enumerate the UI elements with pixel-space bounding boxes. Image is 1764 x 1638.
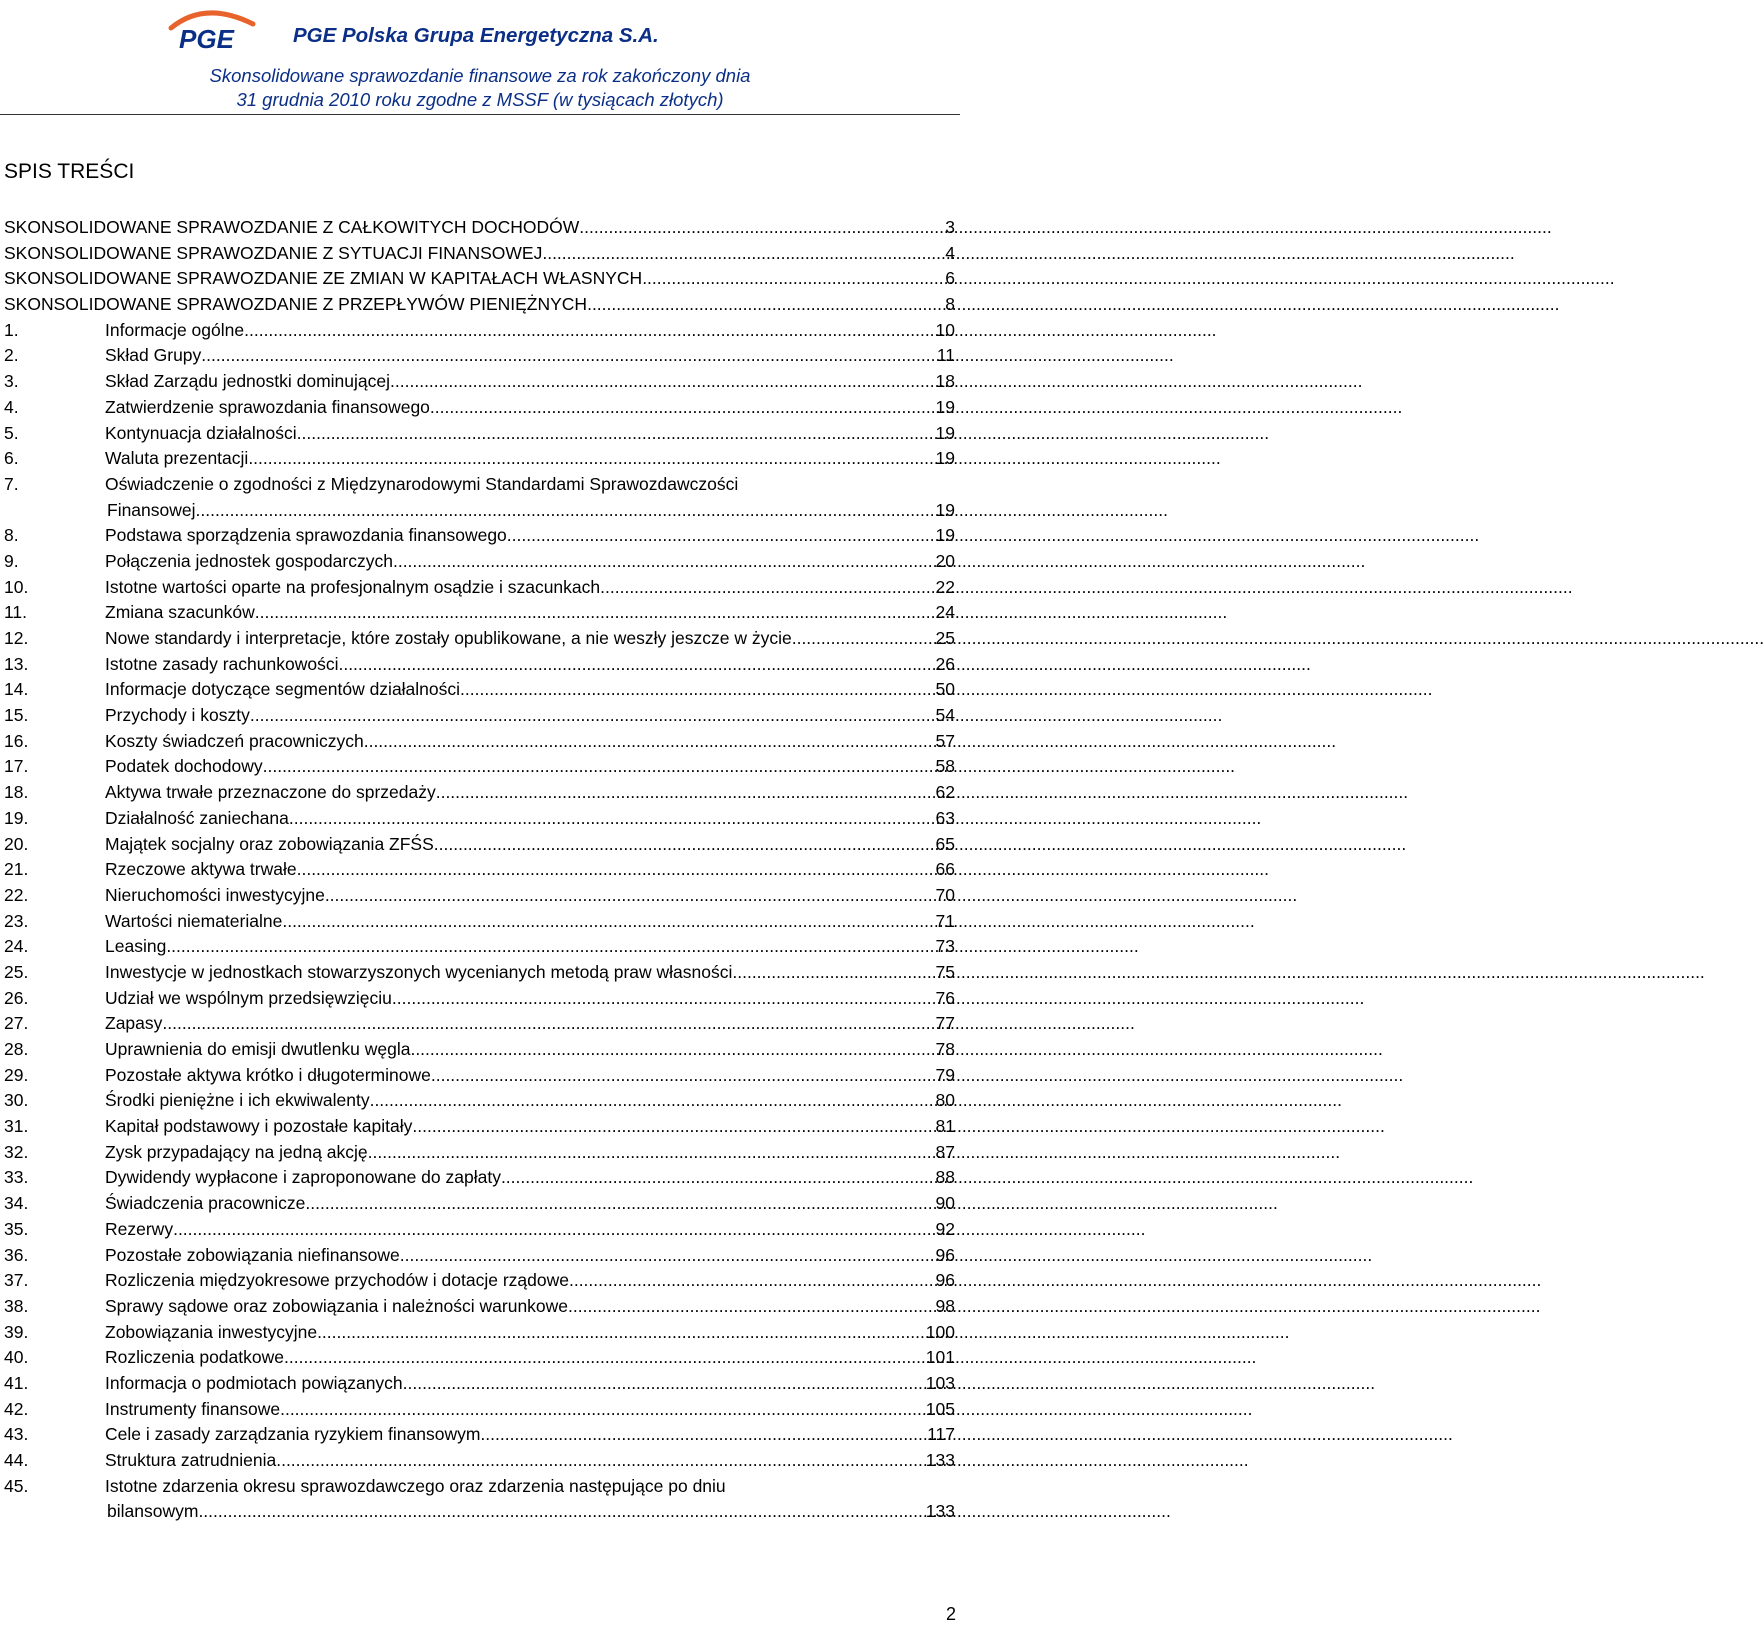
toc-leader-dots: [198, 1499, 924, 1525]
toc-entry-page: 65: [935, 833, 955, 854]
toc-entry-title: Oświadczenie o zgodności z Międzynarodowymi Standardami Sprawozdawczości: [105, 473, 739, 494]
toc-entry-title: Zapasy: [105, 1013, 163, 1034]
toc-entry-page: 81: [935, 1116, 955, 1137]
toc-entry[interactable]: [4, 652, 955, 678]
toc-entry-number: 34.: [4, 1193, 29, 1214]
toc-entry[interactable]: [4, 934, 955, 960]
toc-entry[interactable]: [4, 1217, 955, 1243]
toc-entry-number: 33.: [4, 1167, 29, 1188]
toc-entry-page: 57: [935, 730, 955, 751]
toc-leader-dots: [248, 446, 934, 472]
toc-leader-dots: [370, 1088, 935, 1114]
toc-entry[interactable]: [4, 1499, 955, 1525]
toc-entry-number: 43.: [4, 1424, 29, 1445]
toc-entry[interactable]: [4, 1165, 955, 1191]
toc-entry-title: Pozostałe zobowiązania niefinansowe: [105, 1244, 400, 1265]
toc-entry-title: Koszty świadczeń pracowniczych: [105, 730, 364, 751]
toc-leader-dots: [507, 523, 935, 549]
toc-leader-dots: [276, 1448, 925, 1474]
toc-entry-number: 29.: [4, 1064, 29, 1085]
toc-entry[interactable]: [4, 960, 955, 986]
toc-entry-number: 28.: [4, 1039, 29, 1059]
toc-entry[interactable]: [4, 421, 955, 447]
toc-entry-page: 19: [935, 422, 955, 443]
toc-leader-dots: [587, 292, 944, 318]
toc-leader-dots: [392, 986, 935, 1012]
toc-entry[interactable]: [4, 1294, 955, 1320]
toc-leader-dots: [390, 369, 935, 395]
toc-entry-page: 77: [935, 1013, 955, 1034]
toc-entry-title: Nowe standardy i interpretacje, które zostały opublikowane, a nie weszły jeszcze w życie: [105, 628, 792, 648]
toc-entry-page: 80: [935, 1090, 955, 1111]
toc-leader-dots: [642, 266, 944, 292]
toc-entry-number: 7.: [4, 473, 19, 494]
toc-entry[interactable]: [4, 806, 955, 832]
toc-entry-page: 133: [925, 1450, 955, 1470]
toc-leader-dots: [317, 1320, 925, 1346]
toc-entry[interactable]: [4, 1088, 955, 1114]
toc-leader-dots: [305, 1191, 934, 1217]
toc-entry-page: 63: [935, 807, 955, 828]
toc-entry[interactable]: [4, 754, 955, 780]
toc-entry[interactable]: [4, 909, 955, 935]
toc-entry-page: 18: [935, 371, 955, 392]
toc-entry[interactable]: [4, 395, 955, 421]
header-divider: [0, 114, 960, 115]
toc-entry-page: 98: [935, 1295, 955, 1316]
toc-entry-title: Świadczenia pracownicze: [105, 1193, 306, 1214]
toc-leader-dots: [568, 1294, 935, 1320]
toc-leader-dots: [600, 575, 934, 601]
toc-entry-page: 54: [935, 705, 955, 726]
toc-entry-title: Działalność zaniechana: [105, 807, 289, 828]
toc-leader-dots: [430, 395, 935, 421]
toc-entry[interactable]: [4, 626, 955, 652]
toc-entry-title: bilansowym: [107, 1501, 199, 1522]
toc-entry[interactable]: [4, 1114, 955, 1140]
toc-entry-title: Podstawa sporządzenia sprawozdania finansowego: [105, 525, 507, 546]
toc-leader-dots: [460, 677, 934, 703]
toc-entry[interactable]: [4, 318, 955, 344]
toc-entry-title: Rozliczenia podatkowe: [105, 1347, 284, 1368]
toc-entry-title: Inwestycje w jednostkach stowarzyszonych wycenianych metodą praw własności: [105, 961, 733, 982]
toc-leader-dots: [297, 857, 935, 883]
toc-entry-number: 19.: [4, 807, 29, 828]
toc-entry-title: Uprawnienia do emisji dwutlenku węgla: [105, 1039, 411, 1059]
toc-entry-title: Waluta prezentacji: [105, 448, 249, 469]
toc-entry-title: Środki pieniężne i ich ekwiwalenty: [105, 1090, 370, 1111]
toc-entry[interactable]: [4, 549, 955, 575]
toc-entry[interactable]: [4, 343, 955, 369]
toc-entry-number: 13.: [4, 653, 29, 674]
toc-entry-page: 117: [927, 1424, 955, 1445]
toc-leader-dots: [166, 934, 934, 960]
toc-entry[interactable]: [4, 1320, 955, 1346]
toc-entry-number: 23.: [4, 910, 29, 931]
toc-entry-page: 10: [935, 319, 955, 340]
toc-entry-title: SKONSOLIDOWANE SPRAWOZDANIE Z SYTUACJI FINANSOWEJ: [4, 242, 543, 263]
toc-leader-dots: [436, 780, 935, 806]
toc-entry[interactable]: [4, 1243, 955, 1269]
toc-entry-page: 50: [935, 679, 955, 700]
toc-entry-title: Zysk przypadający na jedną akcję: [105, 1141, 368, 1162]
toc-entry-page: 24: [935, 602, 955, 623]
toc-entry-title: Wartości niematerialne: [105, 910, 283, 931]
toc-leader-dots: [338, 652, 934, 678]
toc-entry-title: Przychody i koszty: [105, 705, 250, 726]
toc-entry-number: 24.: [4, 936, 29, 957]
toc-entry-title: Finansowej: [107, 499, 196, 520]
toc-entry[interactable]: [4, 1011, 955, 1037]
toc-entry-number: 9.: [4, 550, 19, 571]
pge-logo: [165, 4, 265, 52]
toc-entry-page: 66: [935, 859, 955, 880]
toc-leader-dots: [201, 343, 936, 369]
toc-leader-dots: [542, 241, 944, 267]
company-name: PGE Polska Grupa Energetyczna S.A.: [293, 24, 659, 47]
toc-leader-dots: [244, 318, 934, 344]
toc-entry[interactable]: [4, 446, 955, 472]
toc-entry-page: 19: [935, 448, 955, 469]
toc-leader-dots: [280, 1397, 925, 1423]
toc-entry-number: 25.: [4, 961, 29, 982]
toc-entry-title: SKONSOLIDOWANE SPRAWOZDANIE ZE ZMIAN W KAPITAŁACH WŁASNYCH: [4, 268, 643, 289]
toc-leader-dots: [400, 1243, 935, 1269]
toc-entry[interactable]: [4, 780, 955, 806]
toc-entry-page: 101: [925, 1347, 955, 1368]
toc-entry-page: 58: [935, 756, 955, 777]
toc-leader-dots: [431, 1063, 935, 1089]
toc-entry-number: 41.: [4, 1372, 29, 1393]
toc-title: SPIS TREŚCI: [4, 160, 135, 183]
toc-leader-dots: [569, 1268, 935, 1294]
toc-entry-title: Kapitał podstawowy i pozostałe kapitały: [105, 1116, 413, 1137]
toc-entry-number: 6.: [4, 448, 19, 469]
toc-entry-number: 36.: [4, 1244, 29, 1265]
toc-leader-dots: [368, 1140, 935, 1166]
toc-entry-page: 70: [935, 884, 955, 905]
toc-entry-page: 26: [935, 653, 955, 674]
toc-entry[interactable]: [4, 1140, 955, 1166]
toc-entry-number: 12.: [4, 628, 29, 648]
toc-entry[interactable]: [4, 1268, 955, 1294]
toc-leader-dots: [263, 754, 935, 780]
toc-entry-page: 96: [935, 1270, 955, 1291]
toc-entry-number: 2.: [4, 345, 19, 366]
toc-leader-dots: [282, 909, 934, 935]
toc-leader-dots: [480, 1422, 926, 1448]
toc-entry-page: 73: [935, 936, 955, 957]
toc-leader-dots: [162, 1011, 934, 1037]
toc-entry-title: Zobowiązania inwestycyjne: [105, 1321, 318, 1342]
toc-entry-number: 44.: [4, 1450, 29, 1470]
toc-entry-title: Zatwierdzenie sprawozdania finansowego: [105, 396, 430, 417]
toc-leader-dots: [284, 1345, 925, 1371]
toc-entry-title: Kontynuacja działalności: [105, 422, 297, 443]
page-number: 2: [945, 1604, 956, 1624]
toc-leader-dots: [434, 832, 935, 858]
toc-entry-page: 19: [935, 396, 955, 417]
toc-entry-number: 4.: [4, 396, 19, 417]
toc-entry-title: Pozostałe aktywa krótko i długoterminowe: [105, 1064, 431, 1085]
toc-entry-page: 88: [935, 1167, 955, 1188]
toc-entry[interactable]: [4, 241, 955, 267]
toc-entry-page: 71: [935, 910, 955, 931]
toc-entry-number: 39.: [4, 1321, 29, 1342]
toc-entry[interactable]: [4, 523, 955, 549]
toc-leader-dots: [393, 549, 935, 575]
toc-leader-dots: [250, 703, 935, 729]
toc-entry-number: 16.: [4, 730, 29, 751]
toc-entry-title: Informacje ogólne: [105, 319, 245, 340]
toc-entry-title: Aktywa trwałe przeznaczone do sprzedaży: [105, 782, 436, 803]
toc-entry[interactable]: [4, 1422, 955, 1448]
toc-entry-page: 87: [935, 1141, 955, 1162]
toc-entry-page: 96: [935, 1244, 955, 1265]
toc-entry[interactable]: [4, 703, 955, 729]
toc-entry-number: 15.: [4, 705, 29, 726]
toc-leader-dots: [579, 215, 944, 241]
toc-entry-page: 105: [925, 1398, 955, 1419]
toc-entry-page: 3: [945, 217, 955, 237]
toc-entry-page: 76: [935, 987, 955, 1008]
toc-entry[interactable]: [4, 677, 955, 703]
report-subtitle-line2: 31 grudnia 2010 roku zgodne z MSSF (w tysiącach złotych): [236, 89, 724, 110]
toc-entry[interactable]: [4, 292, 955, 318]
toc-leader-dots: [255, 600, 935, 626]
toc-entry-title: SKONSOLIDOWANE SPRAWOZDANIE Z CAŁKOWITYCH DOCHODÓW: [4, 217, 580, 237]
toc-entry-number: 5.: [4, 422, 19, 443]
toc-entry-title: Nieruchomości inwestycyjne: [105, 884, 325, 905]
toc-entry-number: 21.: [4, 859, 29, 880]
toc-entry-number: 37.: [4, 1270, 29, 1291]
toc-entry[interactable]: [4, 1448, 955, 1474]
toc-entry-page: 6: [945, 268, 955, 289]
toc-entry-title: Rzeczowe aktywa trwałe: [105, 859, 297, 880]
toc-entry-title: Majątek socjalny oraz zobowiązania ZFŚS: [105, 833, 434, 854]
table-of-contents: [4, 215, 955, 1525]
toc-entry-page: 22: [935, 576, 955, 597]
toc-entry[interactable]: [4, 472, 955, 498]
toc-entry-title: Połączenia jednostek gospodarczych: [105, 550, 393, 571]
toc-entry[interactable]: [4, 215, 955, 241]
toc-entry-number: 17.: [4, 756, 29, 777]
toc-entry-page: 90: [935, 1193, 955, 1214]
toc-leader-dots: [792, 626, 935, 652]
toc-entry-number: 32.: [4, 1141, 29, 1162]
toc-entry-number: 14.: [4, 679, 29, 700]
toc-entry[interactable]: [4, 369, 955, 395]
toc-leader-dots: [403, 1371, 925, 1397]
toc-leader-dots: [732, 960, 934, 986]
toc-entry-page: 78: [935, 1039, 955, 1059]
toc-entry-page: 19: [935, 499, 955, 520]
toc-entry-page: 75: [935, 961, 955, 982]
toc-entry-page: 133: [925, 1501, 955, 1522]
toc-entry-number: 18.: [4, 782, 29, 803]
toc-leader-dots: [412, 1114, 934, 1140]
toc-entry-number: 11.: [4, 602, 28, 623]
toc-entry-title: Istotne zdarzenia okresu sprawozdawczego oraz zdarzenia następujące po dniu: [105, 1475, 726, 1496]
toc-entry-number: 42.: [4, 1398, 29, 1419]
toc-entry-title: Rezerwy: [105, 1218, 174, 1239]
toc-leader-dots: [196, 498, 935, 524]
toc-entry[interactable]: [4, 1474, 955, 1500]
toc-entry-title: Skład Zarządu jednostki dominującej: [105, 371, 391, 392]
toc-leader-dots: [325, 883, 935, 909]
toc-entry-number: 1.: [4, 319, 19, 340]
toc-entry-title: Informacja o podmiotach powiązanych: [105, 1372, 403, 1393]
toc-entry[interactable]: [4, 1063, 955, 1089]
toc-entry-title: Cele i zasady zarządzania ryzykiem finansowym: [105, 1424, 481, 1445]
toc-entry-page: 8: [945, 294, 955, 315]
toc-entry-number: 40.: [4, 1347, 29, 1368]
toc-entry-number: 8.: [4, 525, 19, 546]
toc-entry-number: 10.: [4, 576, 29, 597]
toc-entry-number: 26.: [4, 987, 29, 1008]
toc-leader-dots: [289, 806, 935, 832]
toc-entry-number: 20.: [4, 833, 29, 854]
toc-entry[interactable]: [4, 1397, 955, 1423]
toc-entry-title: Struktura zatrudnienia: [105, 1450, 277, 1470]
toc-entry-number: 35.: [4, 1218, 29, 1239]
toc-entry-title: Istotne zasady rachunkowości: [105, 653, 339, 674]
toc-entry[interactable]: [4, 986, 955, 1012]
toc-entry-title: SKONSOLIDOWANE SPRAWOZDANIE Z PRZEPŁYWÓW PIENIĘŻNYCH: [4, 294, 588, 315]
toc-entry[interactable]: [4, 266, 955, 292]
toc-entry-number: 3.: [4, 371, 19, 392]
toc-entry[interactable]: [4, 1345, 955, 1371]
toc-entry[interactable]: [4, 857, 955, 883]
logo-text: PGE: [179, 24, 234, 54]
toc-entry-number: 31.: [4, 1116, 29, 1137]
toc-entry-title: Udział we wspólnym przedsięwzięciu: [105, 987, 392, 1008]
toc-entry-page: 92: [935, 1218, 955, 1239]
toc-entry-title: Zmiana szacunków: [105, 602, 255, 623]
toc-leader-dots: [297, 421, 935, 447]
toc-entry-page: 62: [935, 782, 955, 803]
toc-leader-dots: [364, 729, 935, 755]
toc-entry[interactable]: [4, 883, 955, 909]
toc-entry-page: 20: [935, 550, 955, 571]
toc-entry-page: 11: [936, 345, 955, 366]
toc-entry-title: Podatek dochodowy: [105, 756, 263, 777]
toc-leader-dots: [173, 1217, 934, 1243]
toc-entry-number: 27.: [4, 1013, 29, 1034]
toc-entry-page: 79: [935, 1064, 955, 1085]
toc-entry-page: 100: [925, 1321, 955, 1342]
toc-entry-title: Skład Grupy: [105, 345, 202, 366]
toc-entry[interactable]: [4, 729, 955, 755]
toc-entry[interactable]: [4, 1191, 955, 1217]
toc-entry-page: 25: [935, 628, 955, 648]
toc-entry[interactable]: [4, 575, 955, 601]
toc-entry[interactable]: [4, 498, 955, 524]
toc-leader-dots: [501, 1165, 935, 1191]
toc-entry-page: 4: [945, 242, 955, 263]
toc-entry-title: Rozliczenia międzyokresowe przychodów i dotacje rządowe: [105, 1270, 569, 1291]
toc-leader-dots: [410, 1037, 934, 1063]
toc-entry-number: 38.: [4, 1295, 29, 1316]
toc-entry-page: 103: [925, 1372, 955, 1393]
toc-entry-number: 22.: [4, 884, 29, 905]
toc-entry-number: 45.: [4, 1475, 29, 1496]
toc-entry[interactable]: [4, 1371, 955, 1397]
toc-entry-page: 19: [935, 525, 955, 546]
report-subtitle-line1: Skonsolidowane sprawozdanie finansowe za rok zakończony dnia: [209, 65, 751, 86]
toc-entry[interactable]: [4, 600, 955, 626]
toc-entry-title: Sprawy sądowe oraz zobowiązania i należności warunkowe: [105, 1295, 569, 1316]
toc-entry-title: Instrumenty finansowe: [105, 1398, 281, 1419]
toc-entry[interactable]: [4, 1037, 955, 1063]
toc-entry[interactable]: [4, 832, 955, 858]
toc-entry-title: Dywidendy wypłacone i zaproponowane do zapłaty: [105, 1167, 501, 1188]
page-header: [0, 0, 960, 116]
toc-entry-number: 30.: [4, 1090, 29, 1111]
toc-entry-title: Informacje dotyczące segmentów działalności: [105, 679, 461, 700]
toc-entry-title: Istotne wartości oparte na profesjonalnym osądzie i szacunkach: [105, 576, 601, 597]
toc-entry-title: Leasing: [105, 936, 167, 957]
